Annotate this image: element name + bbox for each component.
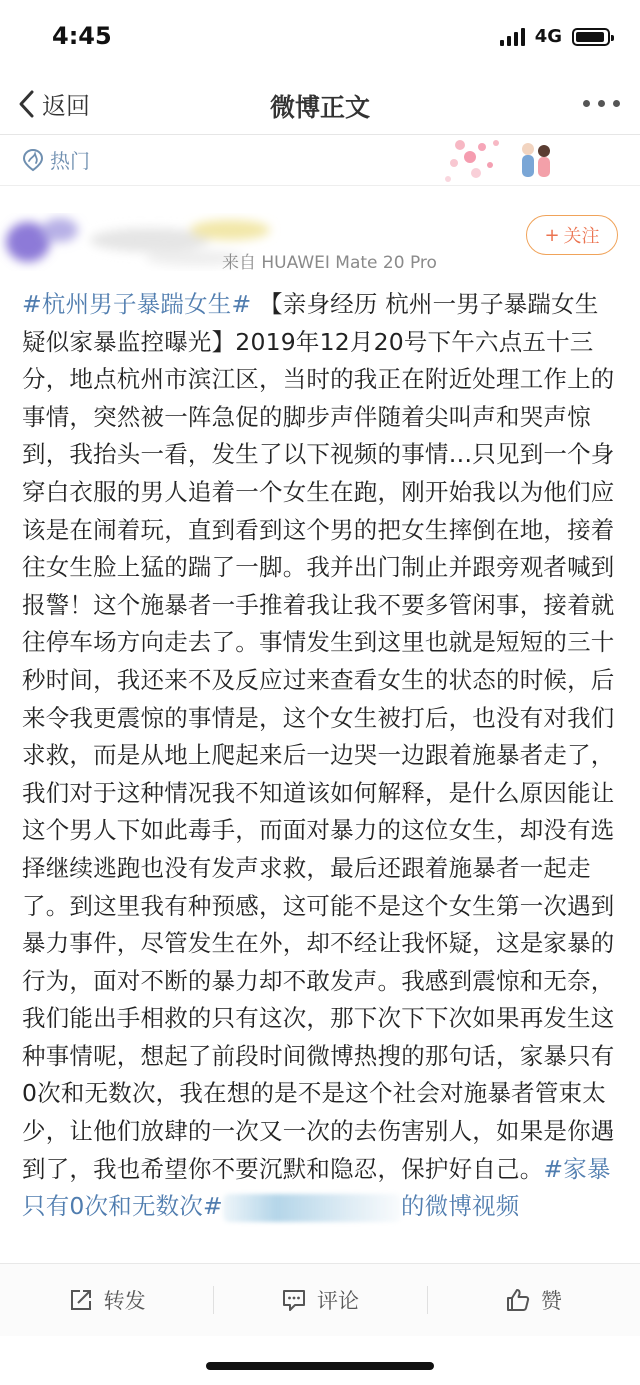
comment-label: 评论 [316, 1289, 359, 1313]
nav-bar [0, 76, 640, 135]
like-icon [505, 1287, 531, 1313]
follow-label: 关注 [563, 226, 600, 247]
like-label: 赞 [540, 1289, 562, 1313]
hot-label: 热门 [50, 149, 90, 173]
topic-link[interactable]: #家暴只有0次和无数次# [22, 1154, 611, 1221]
topic-link[interactable]: #杭州男子暴踹女生# [22, 290, 252, 318]
like-button[interactable] [427, 1264, 640, 1336]
plus-icon: + [544, 224, 560, 246]
network-type: 4G [534, 26, 562, 47]
repost-icon [68, 1287, 94, 1313]
status-indicators [500, 26, 610, 47]
blurred-username [223, 1194, 401, 1222]
page-title: 微博正文 [269, 93, 370, 122]
back-label: 返回 [42, 92, 90, 120]
follow-button[interactable] [526, 215, 618, 255]
comment-button[interactable] [213, 1264, 426, 1336]
hot-pin-icon [22, 148, 44, 172]
status-bar [0, 0, 640, 76]
home-indicator[interactable] [206, 1362, 434, 1370]
post-body [22, 286, 622, 1226]
action-bar [0, 1263, 640, 1336]
hot-tag[interactable] [22, 145, 90, 174]
more-icon [583, 100, 590, 107]
battery-icon [572, 28, 610, 46]
status-time: 4:45 [52, 22, 112, 50]
post-source: 来自 HUAWEI Mate 20 Pro [222, 253, 437, 273]
video-link[interactable]: 的微博视频 [400, 1192, 520, 1221]
signal-icon [500, 28, 525, 46]
more-button[interactable] [583, 100, 620, 107]
post-text: 【亲身经历 杭州一男子暴踹女生疑似家暴监控曝光】2019年12月20号下午六点五十三分，地点杭州市滨江区，当时的我正在附近处理工作上的事情，突然被一阵急促的脚步声伴随着尖叫声和哭声惊到，我抬头一看，发生了以下视频的事情…只见到一个身穿白衣服的男人追着一个女生在跑，刚开始我以为他们应该是在闹着玩，直到看到这个男的把女生摔倒在地，接着往女生脸上猛的踹了一脚。我并出门制止并跟旁观者喊到报警！这个施暴者一手推着我让我不要多管闲事，接着就往停车场方向走去了。事情发生到这里也就是短短的三十秒时间，我还来不及反应过来查看女生的状态的时候，后来令我更震惊的事情是，这个女生被打后，也没有对我们求救，而是从地上爬起来后一边哭一边跟着施暴者走了，我们对于这种情况我不知道该如何解释，是什么原因能让这个男人下如此毒手，而面对暴力的这位女生，却没有选择继续逃跑也没有发声求救，最后还跟着施暴者一起走了。到这里我有种预感，这可能不是这个女生第一次遇到暴力事件，尽管发生在外，却不经让我怀疑，这是家暴的行为，面对不断的暴力却不敢发声。我感到震惊和无奈，我们能出手相救的只有这次，那下次下下次如果再发生这种事情呢，想起了前段时间微博热搜的那句话，家暴只有0次和无数次，我在想的是不是这个社会对施暴者管束太少，让他们放肆的一次又一次的去伤害别人，如果是你遇到了，我也希望你不要沉默和隐忍，保护好自己。 [22, 290, 615, 1183]
repost-label: 转发 [103, 1289, 146, 1313]
repost-button[interactable] [0, 1264, 213, 1336]
hearts-couple-decoration [440, 135, 570, 185]
hot-strip [0, 135, 640, 186]
comment-icon [281, 1287, 307, 1313]
